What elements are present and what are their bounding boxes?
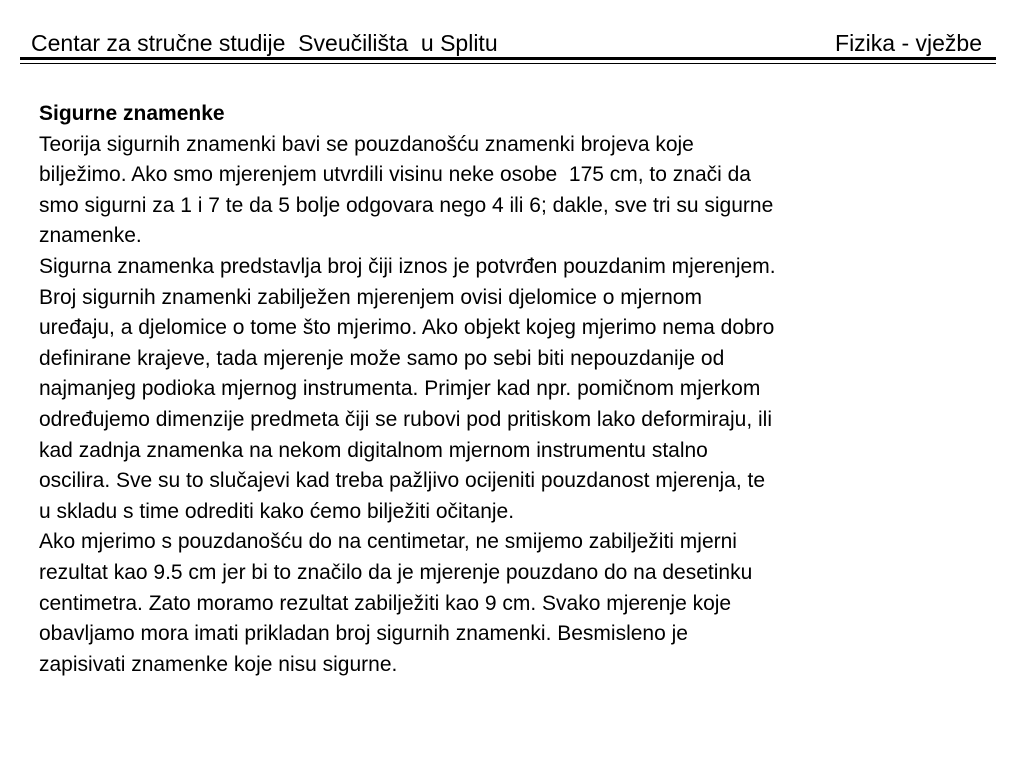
page-header [0, 0, 1024, 70]
body-line: Ako mjerimo s pouzdanošću do na centimetar, ne smijemo zabilježiti mjerni [39, 530, 737, 554]
course-title: Fizika - vježbe [835, 30, 982, 56]
body-line: znamenke. [39, 224, 142, 248]
body-line: obavljamo mora imati prikladan broj sigurnih znamenki. Besmisleno je [39, 622, 688, 646]
body-line: smo sigurni za 1 i 7 te da 5 bolje odgovara nego 4 ili 6; dakle, sve tri su sigurne [39, 193, 774, 217]
body-line: određujemo dimenzije predmeta čiji se rubovi pod pritiskom lako deformiraju, ili [39, 407, 772, 431]
body-line: rezultat kao 9.5 cm jer bi to značilo da je mjerenje pouzdano do na desetinku [39, 560, 753, 584]
body-line: centimetra. Zato moramo rezultat zabilježiti kao 9 cm. Svako mjerenje koje [39, 591, 732, 615]
section-heading: Sigurne znamenke [39, 102, 225, 125]
body-line: bilježimo. Ako smo mjerenjem utvrdili visinu neke osobe 175 cm, to znači da [39, 163, 751, 187]
body-line: Teorija sigurnih znamenki bavi se pouzdanošću znamenki brojeva koje [39, 132, 694, 156]
body-line: zapisivati znamenke koje nisu sigurne. [39, 652, 398, 676]
body-line: u skladu s time odrediti kako ćemo bilježiti očitanje. [39, 499, 515, 523]
header-divider-thin [20, 63, 996, 64]
body-line: najmanjeg podioka mjernog instrumenta. Primjer kad npr. pomičnom mjerkom [39, 377, 761, 401]
header-divider-thick [20, 57, 996, 60]
body-line: Broj sigurnih znamenki zabilježen mjerenjem ovisi djelomice o mjernom [39, 285, 702, 309]
body-line: kad zadnja znamenka na nekom digitalnom mjernom instrumentu stalno [39, 438, 708, 462]
body-line: Sigurna znamenka predstavlja broj čiji iznos je potvrđen pouzdanim mjerenjem. [39, 254, 776, 278]
slide-body [39, 99, 999, 680]
body-line: definirane krajeve, tada mjerenje može samo po sebi biti nepouzdanije od [39, 346, 725, 370]
body-line: oscilira. Sve su to slučajevi kad treba pažljivo ocijeniti pouzdanost mjerenja, te [39, 469, 766, 493]
institution-title: Centar za stručne studije Sveučilišta u Splitu [31, 30, 498, 56]
body-line: uređaju, a djelomice o tome što mjerimo. Ako objekt kojeg mjerimo nema dobro [39, 316, 775, 340]
